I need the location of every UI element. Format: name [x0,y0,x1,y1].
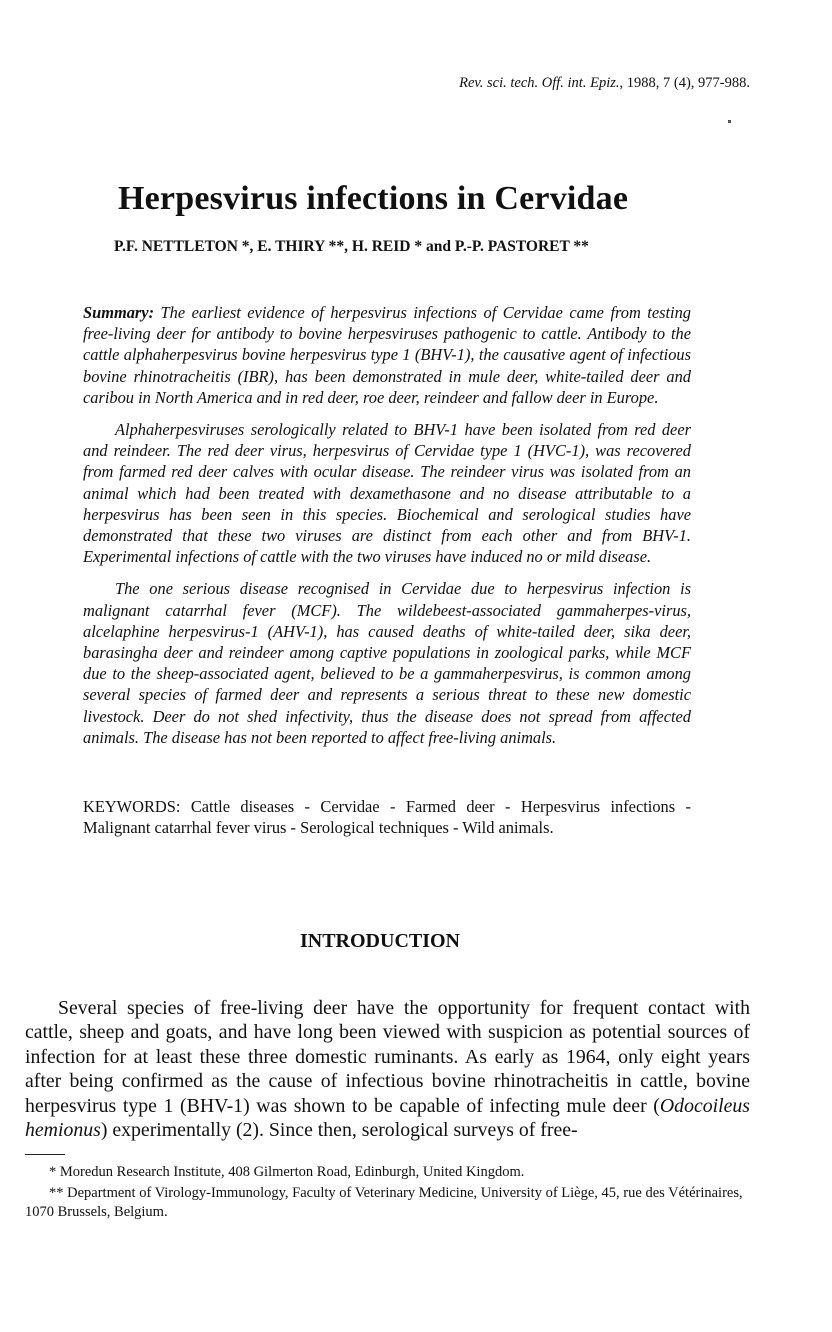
abstract-text-1: The earliest evidence of herpesvirus infections of Cervidae came from testing free-living deer for antibody to bovine herpesviruses pathogenic to cattle. Antibody to the cattle alphaherpesvirus bovine herpesvirus type 1 (BHV-1), the causative agent of infectious bovine rhinotracheitis (IBR), has been demonstrated in mule deer, white-tailed deer and caribou in North America and in red deer, roe deer, reindeer and fallow deer in Europe. [83,303,691,407]
author-list: P.F. NETTLETON *, E. THIRY **, H. REID * and P.-P. PASTORET ** [114,238,589,255]
summary-label: Summary: [83,303,155,322]
journal-volume-pages: , 1988, 7 (4), 977-988. [619,75,750,91]
footnote-divider [25,1154,65,1155]
journal-name: Rev. sci. tech. Off. int. Epiz. [459,75,620,91]
keywords: KEYWORDS: Cattle diseases - Cervidae - Farmed deer - Herpesvirus infections - Malignant catarrhal fever virus - Serological techniques - Wild animals. [83,797,691,838]
abstract-paragraph-3: The one serious disease recognised in Cervidae due to herpesvirus infection is malignant catarrhal fever (MCF). The wildebeest-associated gammaherpes-virus, alcelaphine herpesvirus-1 (AHV-1), has caused deaths of white-tailed deer, sika deer, barasingha deer and reindeer among captive populations in zoological parks, while MCF due to the sheep-associated agent, believed to be a gammaherpesvirus, is common among several species of farmed deer and represents a serious threat to these new domestic livestock. Deer do not shed infectivity, thus the disease does not spread from affected animals. The disease has not been reported to affect free-living animals. [83,579,691,747]
intro-text-1: Several species of free-living deer have the opportunity for frequent contact with cattle, sheep and goats, and have long been viewed with suspicion as potential sources of infection for at least these three domestic ruminants. As early as 1964, only eight years after being confirmed as the cause of infectious bovine rhinotracheitis in cattle, bovine herpesvirus type 1 (BHV-1) was shown to be capable of infecting mule deer ( [25,997,750,1117]
scan-speck [728,120,731,123]
abstract [83,302,691,759]
article-title: Herpesvirus infections in Cervidae [118,180,629,217]
footnote-1: * Moredun Research Institute, 408 Gilmerton Road, Edinburgh, United Kingdom. [49,1164,525,1180]
journal-citation [459,75,750,92]
abstract-paragraph-1 [83,302,691,408]
species-name: Odocoileus hemionus [25,1094,750,1142]
abstract-paragraph-2: Alphaherpesviruses serologically related to BHV-1 have been isolated from red deer and reindeer. The red deer virus, herpesvirus of Cervidae type 1 (HVC-1), was recovered from farmed red deer calves with ocular disease. The reindeer virus was isolated from an animal which had been treated with dexamethasone and no disease attributable to a herpesvirus has been seen in this species. Biochemical and serological studies have demonstrated that these two viruses are distinct from each other and from BHV-1. Experimental infections of cattle with the two viruses have induced no or mild disease. [83,420,691,567]
section-heading-introduction: INTRODUCTION [299,930,461,952]
footnote-2: ** Department of Virology-Immunology, Faculty of Veterinary Medicine, University of Liège, 45, rue des Vétérinaires, 1070 Brussels, Belgium. [25,1185,743,1220]
intro-text-2: ) experimentally (2). Since then, serological surveys of free- [100,1119,578,1142]
introduction-paragraph [25,996,750,1142]
footnotes [25,1163,765,1224]
